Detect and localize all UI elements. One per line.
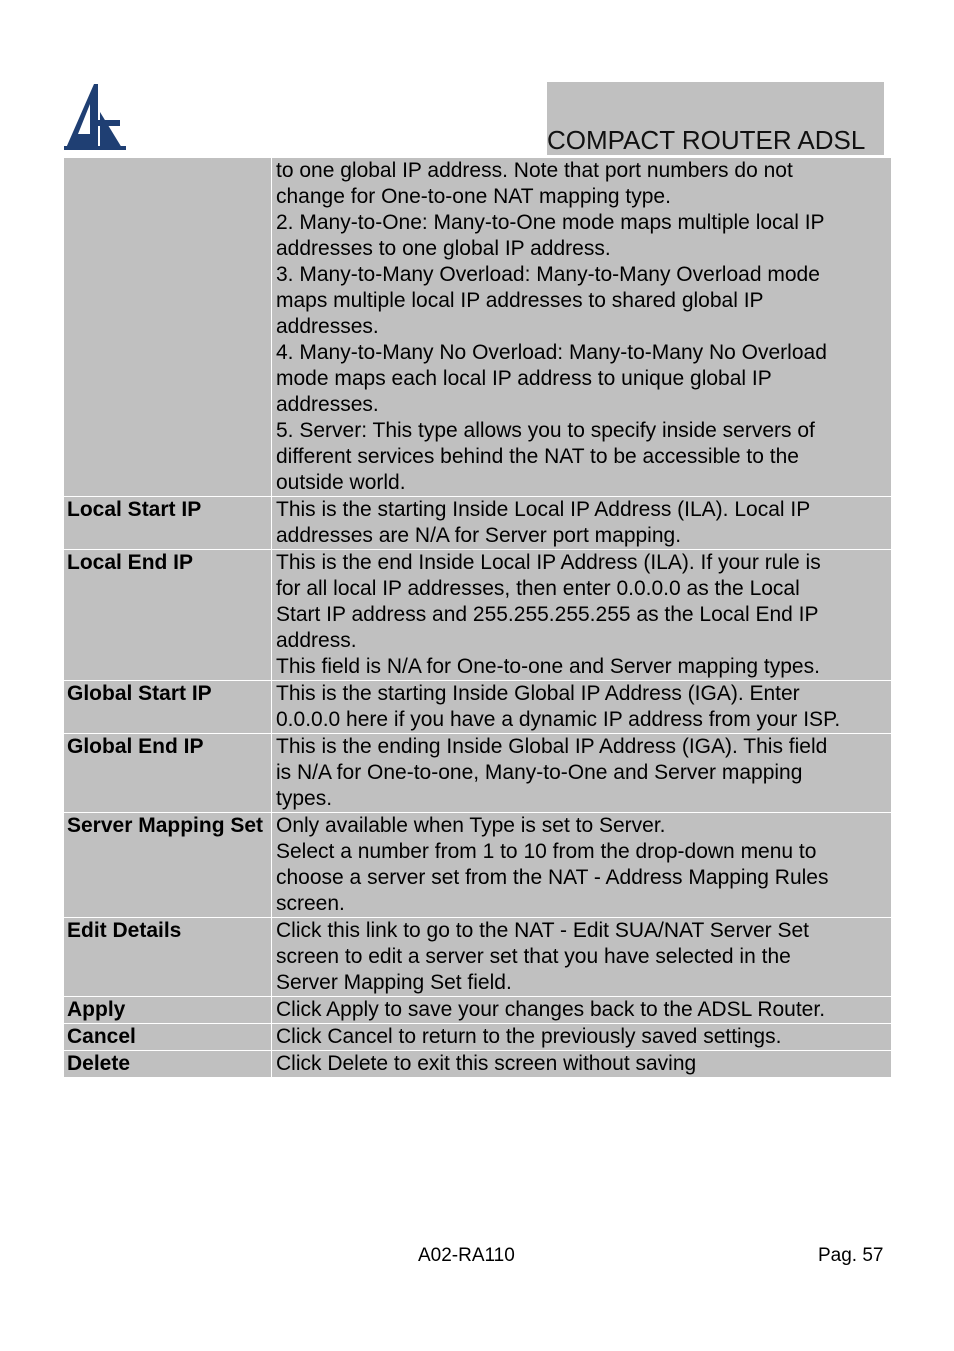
page-number: Pag. 57: [818, 1245, 884, 1266]
description-line: is N/A for One-to-one, Many-to-One and Server mapping: [276, 761, 803, 784]
field-name: Cancel: [64, 1024, 272, 1051]
description-line: This is the starting Inside Global IP Address (IGA). Enter: [276, 682, 800, 705]
description-line: for all local IP addresses, then enter 0.0.0.0 as the Local: [276, 577, 800, 600]
field-name: Global Start IP: [64, 681, 272, 734]
field-description: [272, 1051, 892, 1078]
description-line: Click Cancel to return to the previously saved settings.: [276, 1025, 782, 1048]
description-line: 2. Many-to-One: Many-to-One mode maps multiple local IP: [276, 211, 825, 234]
field-name: [64, 158, 272, 497]
table-row: [64, 813, 892, 918]
description-line: mode maps each local IP address to unique global IP: [276, 367, 772, 390]
field-description: [272, 158, 892, 497]
description-line: change for One-to-one NAT mapping type.: [276, 185, 671, 208]
description-line: addresses are N/A for Server port mapping.: [276, 524, 682, 547]
field-name: Delete: [64, 1051, 272, 1078]
table-row: [64, 997, 892, 1024]
field-description: [272, 997, 892, 1024]
logo-icon: [64, 82, 126, 152]
description-line: addresses.: [276, 393, 379, 416]
description-line: types.: [276, 787, 333, 810]
field-description: [272, 550, 892, 681]
description-line: screen to edit a server set that you have selected in the: [276, 945, 791, 968]
table-row: [64, 681, 892, 734]
description-line: This is the ending Inside Global IP Address (IGA). This field: [276, 735, 828, 758]
field-name: Local End IP: [64, 550, 272, 681]
atlantis-logo: [64, 82, 126, 152]
table-row: [64, 734, 892, 813]
description-line: This field is N/A for One-to-one and Server mapping types.: [276, 655, 820, 678]
description-line: Server Mapping Set field.: [276, 971, 512, 994]
description-line: choose a server set from the NAT - Address Mapping Rules: [276, 866, 829, 889]
page-title: COMPACT ROUTER ADSL: [547, 125, 866, 155]
field-name: Local Start IP: [64, 497, 272, 550]
description-line: Click Delete to exit this screen without saving: [276, 1052, 697, 1075]
description-line: Click Apply to save your changes back to the ADSL Router.: [276, 998, 826, 1021]
field-description-table: [63, 157, 892, 1078]
description-line: This is the starting Inside Local IP Address (ILA). Local IP: [276, 498, 811, 521]
table-row: [64, 1051, 892, 1078]
description-line: different services behind the NAT to be accessible to the: [276, 445, 799, 468]
description-line: 4. Many-to-Many No Overload: Many-to-Many No Overload: [276, 341, 827, 364]
description-line: 3. Many-to-Many Overload: Many-to-Many Overload mode: [276, 263, 820, 286]
field-description: [272, 734, 892, 813]
field-name: Global End IP: [64, 734, 272, 813]
table-row: [64, 550, 892, 681]
description-line: Select a number from 1 to 10 from the drop-down menu to: [276, 840, 817, 863]
description-line: 5. Server: This type allows you to specify inside servers of: [276, 419, 815, 442]
description-line: address.: [276, 629, 357, 652]
description-line: outside world.: [276, 471, 406, 494]
description-line: addresses to one global IP address.: [276, 237, 611, 260]
description-line: This is the end Inside Local IP Address (ILA). If your rule is: [276, 551, 821, 574]
field-description: [272, 918, 892, 997]
description-line: maps multiple local IP addresses to shared global IP: [276, 289, 764, 312]
description-line: Click this link to go to the NAT - Edit SUA/NAT Server Set: [276, 919, 809, 942]
table-row: [64, 158, 892, 497]
description-line: to one global IP address. Note that port numbers do not: [276, 159, 793, 182]
field-description: [272, 681, 892, 734]
description-line: 0.0.0.0 here if you have a dynamic IP address from your ISP.: [276, 708, 841, 731]
field-description: [272, 1024, 892, 1051]
document-code: A02-RA110: [418, 1245, 515, 1266]
table-row: [64, 1024, 892, 1051]
description-line: Start IP address and 255.255.255.255 as the Local End IP: [276, 603, 819, 626]
field-name: Server Mapping Set: [64, 813, 272, 918]
field-description: [272, 813, 892, 918]
field-description: [272, 497, 892, 550]
description-line: addresses.: [276, 315, 379, 338]
field-name: Apply: [64, 997, 272, 1024]
description-line: screen.: [276, 892, 345, 915]
table-row: [64, 497, 892, 550]
description-line: Only available when Type is set to Server.: [276, 814, 666, 837]
table-row: [64, 918, 892, 997]
field-name: Edit Details: [64, 918, 272, 997]
